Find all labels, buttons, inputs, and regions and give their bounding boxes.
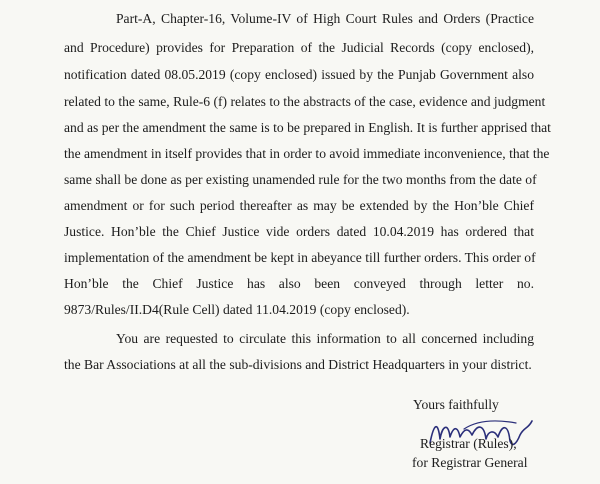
- paragraph-1-line-2: and Procedure) provides for Preparation of the Judicial Records (copy enclosed),: [64, 40, 534, 55]
- paragraph-1-line-10: implementation of the amendment be kept in abeyance till further orders. This order of: [64, 250, 536, 265]
- paragraph-1-line-6: the amendment in itself provides that in order to avoid immediate inconvenience, that the: [64, 146, 550, 161]
- closing-designation: Registrar (Rules),: [420, 436, 517, 451]
- paragraph-2-line-1: You are requested to circulate this information to all concerned including: [116, 331, 534, 346]
- paragraph-1-line-9: Justice. Hon’ble the Chief Justice vide orders dated 10.04.2019 has ordered that: [64, 224, 534, 239]
- paragraph-1-line-11: Hon’ble the Chief Justice has also been conveyed through letter no.: [64, 276, 534, 291]
- closing-salutation: Yours faithfully: [413, 397, 499, 412]
- paragraph-1-line-4: related to the same, Rule-6 (f) relates to the abstracts of the case, evidence and judgment: [64, 94, 546, 109]
- paragraph-1-line-5: and as per the amendment the same is to be prepared in English. It is further apprised that: [64, 120, 551, 135]
- closing-on-behalf: for Registrar General: [412, 455, 528, 470]
- paragraph-1-line-3: notification dated 08.05.2019 (copy enclosed) issued by the Punjab Government also: [64, 67, 534, 82]
- paragraph-1-line-12: 9873/Rules/II.D4(Rule Cell) dated 11.04.2019 (copy enclosed).: [64, 302, 410, 317]
- paragraph-2-line-2: the Bar Associations at all the sub-divisions and District Headquarters in your district.: [64, 357, 532, 372]
- paragraph-1-line-8: amendment or for such period thereafter as may be extended by the Hon’ble Chief: [64, 198, 534, 213]
- paragraph-1-line-7: same shall be done as per existing unamended rule for the two months from the date of: [64, 172, 537, 187]
- paragraph-1-line-1: Part-A, Chapter-16, Volume-IV of High Court Rules and Orders (Practice: [116, 11, 534, 26]
